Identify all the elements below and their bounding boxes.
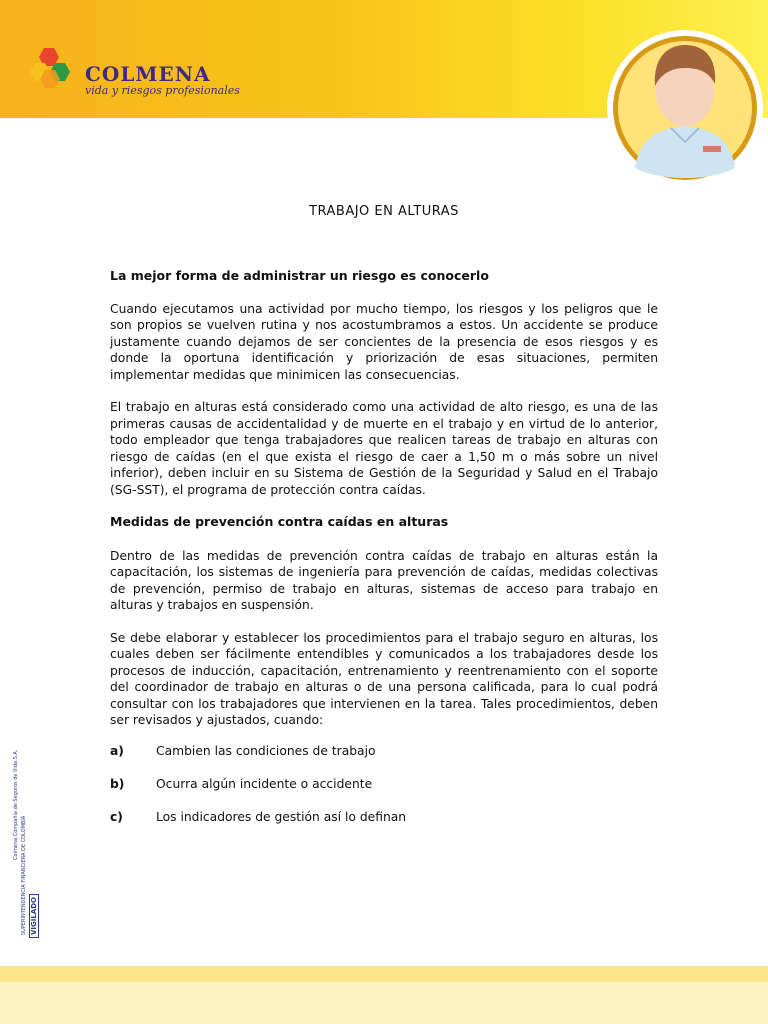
section-heading: La mejor forma de administrar un riesgo es conocerlo xyxy=(110,268,489,283)
paragraph: Cuando ejecutamos una actividad por mucho tiempo, los riesgos y los peligros que le son propios se vuelven rutina y nos acostumbramos a estos. Un accidente se produce justamente cuando dejamos de ser concientes de la presencia de esos riesgos y es donde la oportuna identificación y priorización de esas situaciones, permiten implementar medidas que minimicen las consecuencias. xyxy=(110,301,658,382)
brand-tagline: vida y riesgos profesionales xyxy=(85,84,240,97)
company-legal-text: Colmena Compañía de Seguros de Vida S.A. xyxy=(13,749,19,860)
list-text: Los indicadores de gestión así lo definan xyxy=(156,809,407,824)
list-item xyxy=(110,776,658,793)
paragraph: El trabajo en alturas está considerado como una actividad de alto riesgo, es una de las primeras causas de accidentalidad y de muerte en el trabajo y en virtud de lo anterior, todo empleador que tenga trabajadores que realicen tareas de trabajo en alturas con riesgo de caídas (en el que exista el riesgo de caer a 1,50 m o más sobre un nivel inferior), deben incluir en su Sistema de Gestión de la Seguridad y Salud en el Trabajo (SG-SST), el programa de protección contra caídas. xyxy=(110,400,658,497)
paragraph: Dentro de las medidas de prevención contra caídas de trabajo en alturas están la capacitación, los sistemas de ingeniería para prevención de caídas, medidas colectivas de prevención, permiso de trabajo en alturas, sistemas de acceso para trabajo en alturas y trabajos en suspensión. xyxy=(110,548,658,612)
page-footer xyxy=(0,966,768,1024)
brand-name: COLMENA xyxy=(85,62,211,86)
avatar-icon xyxy=(605,28,765,188)
regulatory-sidebar xyxy=(11,720,41,940)
list-text: Ocurra algún incidente o accidente xyxy=(156,776,373,791)
list-marker: b) xyxy=(110,776,125,791)
footer-band xyxy=(0,966,768,982)
list-item xyxy=(110,809,658,826)
list-marker: c) xyxy=(110,809,123,824)
colmena-logo-icon xyxy=(30,46,76,88)
document-title: TRABAJO EN ALTURAS xyxy=(309,204,459,219)
list-text: Cambien las condiciones de trabajo xyxy=(156,743,376,758)
document-body xyxy=(110,268,658,826)
list-item xyxy=(110,743,658,760)
list-marker: a) xyxy=(110,743,124,758)
vigilado-badge: VIGILADO xyxy=(29,894,39,938)
supervision-text: SUPERINTENDENCIA FINANCIERA DE COLOMBIA xyxy=(21,815,27,935)
paragraph: Se debe elaborar y establecer los procedimientos para el trabajo seguro en alturas, los cuales deben ser fácilmente entendibles y comunicados a los trabajadores desde los procesos de inducción, capacitación, entrenamiento y reentrenamiento con el soporte del coordinador de trabajo en alturas o de una persona calificada, para lo cual podrá consultar con los trabajadores que intervienen en la tarea. Tales procedimientos, deben ser revisados y ajustados, cuando: xyxy=(110,630,658,727)
section-heading: Medidas de prevención contra caídas en alturas xyxy=(110,514,449,529)
